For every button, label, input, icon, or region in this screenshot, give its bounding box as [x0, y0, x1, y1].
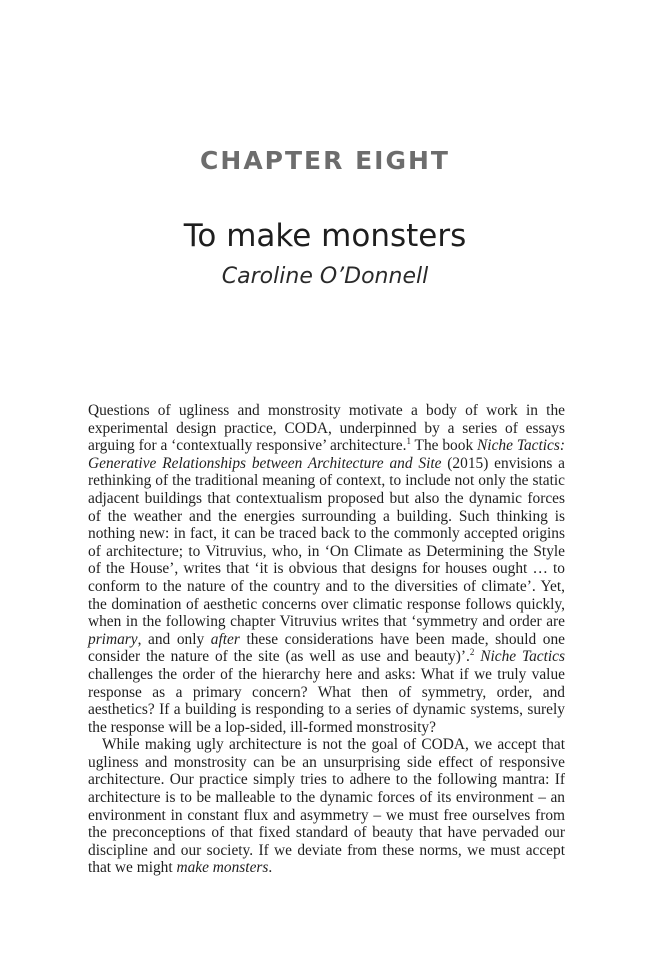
text-run: (2015) envisions a rethinking of the traditional meaning of context, to include not only the static adjacent buildings that contextualism proposed but also the dynamic forces of the weather and the energies surrounding a building. Such thinking is nothing new: in fact, it can be traced back to the commonly accepted origins of architecture; to Vitruvius, who, in ‘On Climate as Determining the Style of the House’, writes that ‘it is obvious that designs for houses ought … to conform to the nature of the country and to the diversities of climate’. Yet, the domination of aesthetic concerns over climatic response follows quickly, when in the following chapter Vitruvius writes that ‘symmetry and order are: [88, 454, 565, 631]
paragraph-2: [88, 736, 565, 877]
footnote-ref: 1: [406, 436, 411, 447]
footnote-ref: 2: [469, 647, 475, 658]
italic-text: after: [210, 630, 240, 648]
text-run: .: [268, 859, 273, 877]
italic-text: make monsters: [176, 859, 269, 877]
italic-text: Niche Tactics: Generative Relationships between Architecture and Site: [88, 437, 565, 472]
text-run: , and only: [137, 630, 211, 648]
text-run: While making ugly architecture is not the goal of CODA, we accept that ugliness and monstrosity can be an unsurprising side effect of responsive architecture. Our practice simply tries to adhere to the following mantra: If architecture is to be malleable to the dynamic forces of its environment – an environment in constant flux and asymmetry – we must free ourselves from the preconceptions of that fixed standard of beauty that have pervaded our discipline and our society. If we deviate from these norms, we must accept that we might: [88, 736, 565, 877]
chapter-author: Caroline O’Donnell: [221, 264, 429, 289]
chapter-title: To make monsters: [183, 218, 467, 254]
italic-text: Niche Tactics: [480, 648, 565, 666]
text-run: these considerations have been made, should one consider the nature of the site (as well as use and beauty)’.: [88, 630, 565, 666]
paragraph-1: [88, 402, 565, 736]
chapter-body-text: [88, 402, 565, 877]
text-run: The book: [410, 437, 478, 455]
text-run: Questions of ugliness and monstrosity motivate a body of work in the experimental design practice, CODA, underpinned by a series of essays arguing for a ‘contextually responsive’ architecture.: [88, 402, 565, 455]
italic-text: primary: [88, 630, 138, 648]
chapter-label: CHAPTER EIGHT: [200, 146, 450, 175]
text-run: challenges the order of the hierarchy here and asks: What if we truly value response as a primary concern? What then of symmetry, order, and aesthetics? If a building is responding to a series of dynamic systems, surely the response will be a lop-sided, ill-formed monstrosity?: [88, 665, 565, 736]
